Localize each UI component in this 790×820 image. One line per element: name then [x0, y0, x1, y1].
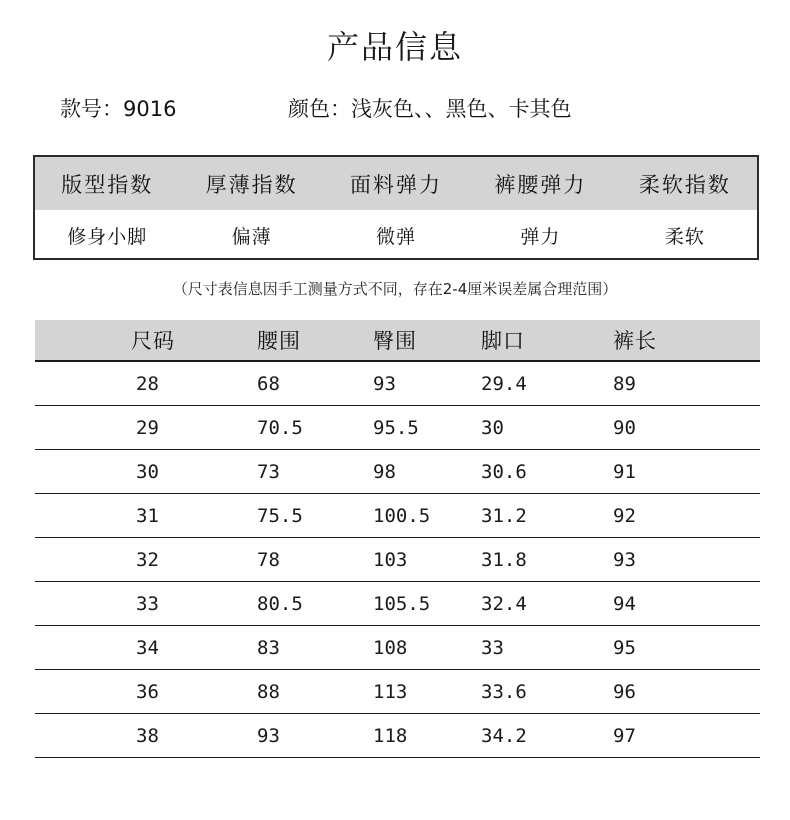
cell-hem: 31.2	[481, 504, 527, 527]
cell-waist: 75.5	[257, 504, 303, 527]
cell-hem: 29.4	[481, 372, 527, 395]
table-row	[35, 450, 760, 494]
size-header-hip: 臀围	[373, 329, 417, 353]
cell-waist: 80.5	[257, 592, 303, 615]
index-header-thickness: 厚薄指数	[205, 172, 298, 197]
table-row	[35, 538, 760, 582]
cell-hip: 108	[373, 636, 408, 659]
style-number: 款号：9016	[60, 97, 177, 121]
index-value-thickness: 偏薄	[231, 225, 272, 248]
cell-hem: 30.6	[481, 460, 527, 483]
table-row	[35, 362, 760, 406]
cell-length: 93	[613, 548, 636, 571]
size-header-hem: 脚口	[481, 329, 525, 353]
cell-hip: 95.5	[373, 416, 419, 439]
cell-hip: 103	[373, 548, 408, 571]
cell-size: 34	[136, 636, 159, 659]
size-header-waist: 腰围	[257, 329, 301, 353]
index-value-softness: 柔软	[664, 225, 705, 248]
index-header-waist-stretch: 裤腰弹力	[494, 172, 587, 197]
cell-length: 95	[613, 636, 636, 659]
size-table-header	[35, 320, 760, 362]
cell-size: 36	[136, 680, 159, 703]
cell-hem: 30	[481, 416, 504, 439]
index-table-values	[35, 210, 757, 260]
index-header-softness: 柔软指数	[638, 172, 731, 197]
cell-length: 91	[613, 460, 636, 483]
cell-waist: 70.5	[257, 416, 303, 439]
cell-hip: 118	[373, 724, 408, 747]
cell-hem: 33	[481, 636, 504, 659]
index-value-fit: 修身小脚	[67, 225, 148, 248]
cell-size: 33	[136, 592, 159, 615]
cell-hip: 98	[373, 460, 396, 483]
index-header-fabric-stretch: 面料弹力	[350, 172, 443, 197]
cell-hip: 93	[373, 372, 396, 395]
table-row	[35, 670, 760, 714]
cell-size: 28	[136, 372, 159, 395]
cell-size: 30	[136, 460, 159, 483]
table-row	[35, 494, 760, 538]
cell-waist: 88	[257, 680, 280, 703]
cell-length: 90	[613, 416, 636, 439]
table-row	[35, 406, 760, 450]
cell-size: 32	[136, 548, 159, 571]
cell-waist: 78	[257, 548, 280, 571]
cell-hip: 113	[373, 680, 408, 703]
cell-hip: 100.5	[373, 504, 431, 527]
page-title: 产品信息	[326, 28, 463, 66]
table-row	[35, 714, 760, 758]
cell-waist: 93	[257, 724, 280, 747]
index-value-waist-stretch: 弹力	[520, 225, 561, 248]
index-table	[33, 155, 759, 260]
cell-length: 89	[613, 372, 636, 395]
table-row	[35, 582, 760, 626]
cell-hem: 32.4	[481, 592, 527, 615]
index-table-header	[35, 157, 757, 210]
color-options: 颜色：浅灰色、、黑色、卡其色	[288, 97, 572, 121]
index-header-fit: 版型指数	[61, 172, 154, 197]
cell-size: 38	[136, 724, 159, 747]
size-header-size: 尺码	[131, 329, 175, 353]
cell-size: 31	[136, 504, 159, 527]
cell-hem: 34.2	[481, 724, 527, 747]
cell-waist: 83	[257, 636, 280, 659]
cell-length: 92	[613, 504, 636, 527]
cell-length: 96	[613, 680, 636, 703]
cell-hip: 105.5	[373, 592, 431, 615]
cell-hem: 31.8	[481, 548, 527, 571]
size-header-length: 裤长	[613, 329, 657, 353]
cell-length: 94	[613, 592, 636, 615]
index-value-fabric-stretch: 微弹	[376, 225, 417, 248]
size-table	[35, 362, 760, 758]
cell-size: 29	[136, 416, 159, 439]
cell-waist: 68	[257, 372, 280, 395]
cell-length: 97	[613, 724, 636, 747]
table-row	[35, 626, 760, 670]
cell-waist: 73	[257, 460, 280, 483]
cell-hem: 33.6	[481, 680, 527, 703]
measurement-note: （尺寸表信息因手工测量方式不同，存在2-4厘米误差属合理范围）	[172, 280, 618, 298]
